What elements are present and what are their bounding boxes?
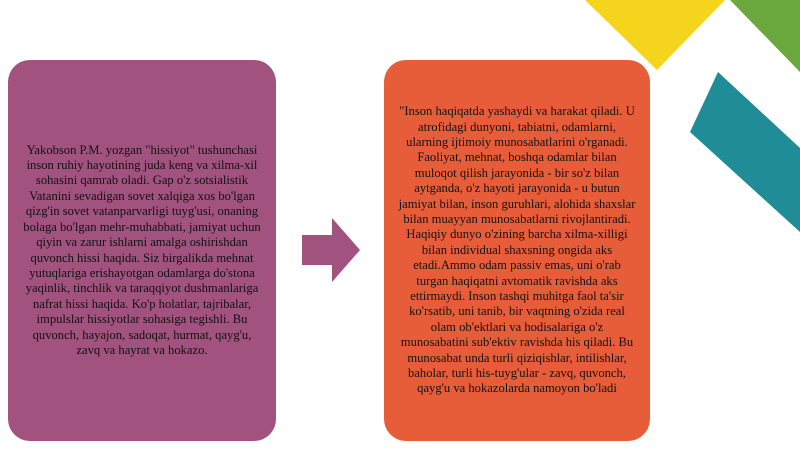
right-text-card (384, 60, 650, 441)
right-arrow-icon (302, 218, 360, 282)
green-stripe (730, 0, 800, 72)
teal-stripe (690, 72, 800, 232)
right-card-text: "Inson haqiqatda yashaydi va harakat qiladi. U atrofidagi dunyoni, tabiatni, odamlarni, ularning ijtimoiy munosabatlarini o'rganadi. Faoliyat, mehnat, boshqa odamlar bilan muloqot qilish jarayonida - bir so'z bilan aytganda, o'z hayoti jarayonida - u butun jamiyat bilan, inson guruhlari, alohida shaxslar bilan muayyan munosabatlarni rivojlantiradi. Haqiqiy dunyo o'zining barcha xilma-xilligi bilan individual shaxsning ongida aks etadi.Ammo odam passiv emas, uni o'rab turgan haqiqatni avtomatik ravishda aks ettirmaydi. Inson tashqi muhitga faol ta'sir ko'rsatib, uni tanib, bir vaqtning o'zida real olam ob'ektlari va hodisalariga o'z munosabatini sub'ektiv ravishda his qiladi. Bu munosabat unda turli qiziqishlar, intilishlar, baholar, turli his-tuyg'ular - zavq, quvonch, qayg'u va hokazolarda namoyon bo'ladi (398, 104, 636, 396)
left-text-card (8, 60, 276, 441)
left-card-text: Yakobson P.M. yozgan "hissiyot" tushunchasi inson ruhiy hayotining juda keng va xilma-xil sohasini qamrab oladi. Gap o'z sotsialistik Vatanini sevadigan sovet xalqiga xos bo'lgan qizg'in sovet vatanparvarligi tuyg'usi, onaning bolaga bo'lgan mehr-muhabbati, jamiyat uchun qiyin va zarur ishlarni amalga oshirishdan quvonch hissi haqida. Siz birgalikda mehnat yutuqlariga erishayotgan odamlarga do'stona yaqinlik, tinchlik va taraqqiyot dushmanlariga nafrat hissi haqida. Ko'p holatlar, tajribalar, impulslar hissiyotlar sohasiga tegishli. Bu quvonch, hayajon, sadoqat, hurmat, qayg'u, zavq va hayrat va hokazo. (23, 142, 261, 357)
